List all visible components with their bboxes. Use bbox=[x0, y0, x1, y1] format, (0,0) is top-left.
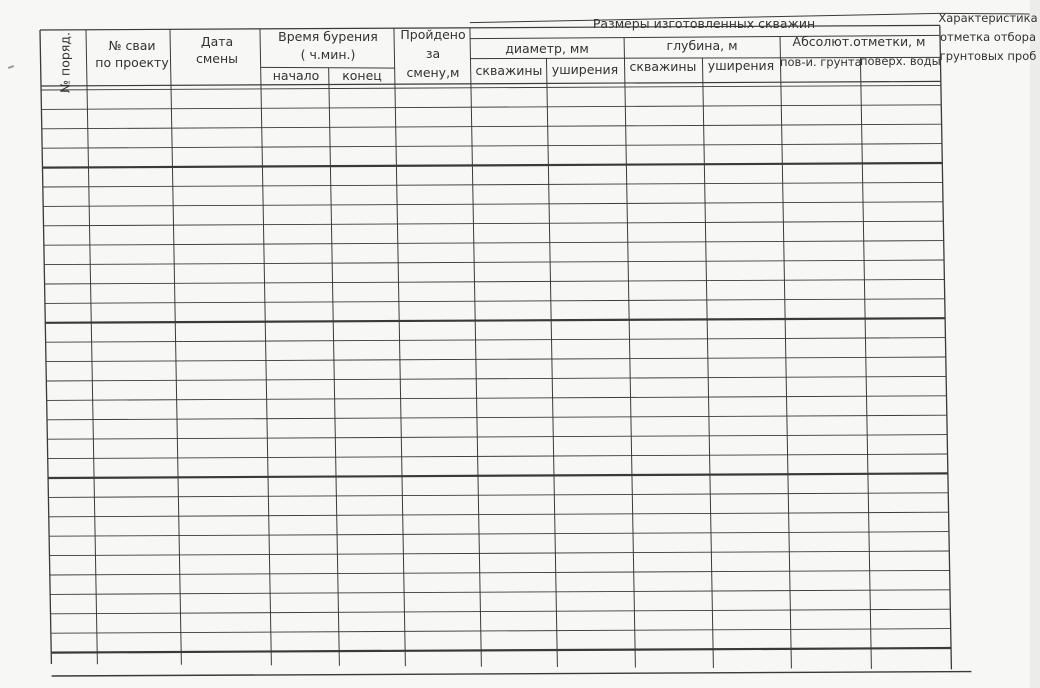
row-line bbox=[47, 396, 947, 401]
row-line bbox=[48, 493, 948, 498]
column-line bbox=[624, 38, 635, 668]
table-bottom-border bbox=[52, 672, 972, 676]
header-time-unit: ( ч.мин.) bbox=[300, 47, 356, 62]
header-diameter: диаметр, мм bbox=[505, 41, 589, 56]
row-line bbox=[43, 202, 943, 207]
column-line bbox=[170, 29, 181, 664]
header-sizes: Размеры изготовленных скважин bbox=[592, 16, 816, 31]
header-ground-surface: пов-и. грунта bbox=[780, 55, 862, 69]
header-depth-widen: уширения bbox=[707, 58, 775, 73]
header-passed-2: за bbox=[425, 46, 441, 61]
header-time: Время бурения bbox=[278, 29, 378, 44]
header-depth: глубина, м bbox=[666, 38, 738, 53]
column-line bbox=[260, 29, 271, 665]
row-line bbox=[44, 260, 944, 265]
row-line bbox=[48, 454, 948, 459]
section-divider bbox=[45, 318, 945, 323]
header-diam-well: скважины bbox=[475, 63, 543, 78]
row-line bbox=[45, 279, 945, 284]
column-line bbox=[329, 68, 340, 666]
section-divider bbox=[48, 473, 948, 478]
header-no: № поряд. bbox=[57, 32, 73, 93]
row-line bbox=[51, 629, 951, 634]
row-line bbox=[43, 182, 943, 187]
header-time-start: начало bbox=[272, 68, 320, 83]
row-line bbox=[49, 512, 949, 517]
row-line bbox=[47, 415, 947, 420]
header-date-1: Дата bbox=[200, 34, 234, 49]
row-line bbox=[46, 376, 946, 381]
row-line bbox=[50, 590, 950, 595]
column-line bbox=[40, 30, 51, 664]
header-soil-samples: грунтовых проб bbox=[939, 49, 1037, 63]
header-passed-1: Пройдено bbox=[400, 27, 466, 42]
header-depth-well: скважины bbox=[629, 59, 697, 74]
row-line bbox=[46, 357, 946, 362]
row-line bbox=[51, 609, 951, 614]
column-line bbox=[546, 58, 557, 667]
column-line bbox=[86, 30, 97, 665]
row-line bbox=[50, 570, 950, 575]
header-elevations: Абсолют.отметки, м bbox=[792, 34, 926, 49]
header-date-2: смены bbox=[195, 51, 239, 66]
row-line bbox=[49, 532, 949, 537]
header-pile-1: № сваи bbox=[108, 38, 156, 53]
row-line bbox=[42, 144, 942, 149]
column-line bbox=[860, 58, 871, 669]
section-divider bbox=[51, 648, 951, 653]
column-line bbox=[394, 28, 405, 666]
row-line bbox=[41, 105, 941, 110]
row-line bbox=[41, 85, 941, 90]
column-line bbox=[702, 58, 713, 668]
row-line bbox=[44, 221, 944, 226]
row-line bbox=[42, 124, 942, 129]
header-diam-widen: уширения bbox=[551, 62, 619, 77]
column-line bbox=[940, 26, 952, 670]
header-characteristics: Характеристика bbox=[938, 11, 1038, 25]
row-line bbox=[47, 435, 947, 440]
header-time-end: конец bbox=[342, 68, 382, 83]
header-water-surface: поверх. воды bbox=[860, 54, 941, 68]
header-pile-2: по проекту bbox=[95, 55, 169, 70]
column-line bbox=[780, 37, 791, 669]
row-line bbox=[49, 551, 949, 556]
row-line bbox=[46, 338, 946, 343]
column-line bbox=[470, 28, 481, 667]
header-sampling-mark: отметка отбора bbox=[939, 30, 1037, 44]
header-passed-3: смену,м bbox=[406, 65, 460, 80]
row-line bbox=[44, 241, 944, 246]
row-line bbox=[45, 299, 945, 304]
section-divider bbox=[42, 163, 942, 168]
header-bottom-border bbox=[41, 81, 941, 86]
